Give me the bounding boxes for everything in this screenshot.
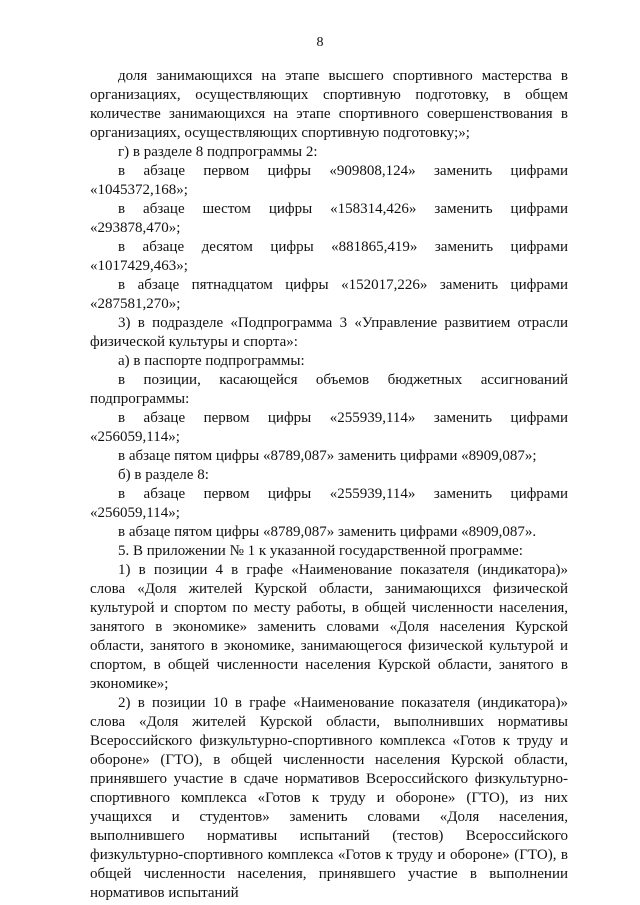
paragraph: 5. В приложении № 1 к указанной государственной программе: (118, 543, 523, 559)
paragraph: в абзаце первом цифры «909808,124» заменить цифрами «1045372,168»; (90, 163, 568, 198)
paragraph: в абзаце пятом цифры «8789,087» заменить цифрами «8909,087»; (118, 448, 537, 464)
document-body (90, 67, 568, 903)
paragraph: в абзаце первом цифры «255939,114» заменить цифрами «256059,114»; (90, 410, 568, 445)
paragraph: доля занимающихся на этапе высшего спортивного мастерства в организациях, осуществляющих спортивную подготовку, в общем количестве занимающихся на этапе спортивного совершенствования в организациях, осуществляющих спортивную подготовку;»; (90, 68, 568, 141)
paragraph: 3) в подразделе «Подпрограмма 3 «Управление развитием отрасли физической культуры и спорта»: (90, 315, 568, 350)
paragraph: в позиции, касающейся объемов бюджетных ассигнований подпрограммы: (90, 372, 568, 407)
paragraph: в абзаце пятом цифры «8789,087» заменить цифрами «8909,087». (118, 524, 537, 540)
paragraph: г) в разделе 8 подпрограммы 2: (118, 144, 318, 160)
paragraph: 1) в позиции 4 в графе «Наименование показателя (индикатора)» слова «Доля жителей Курской области, занимающихся физической культурой и спортом по месту работы, в общей численности населения, занятого в экономике» заменить словами «Доля населения Курской области, занятого в экономике, занимающегося физической культурой и спортом, в общей численности населения Курской области, занятого в экономике»; (90, 562, 568, 692)
paragraph: а) в паспорте подпрограммы: (118, 353, 305, 369)
page-number: 8 (316, 35, 324, 50)
paragraph: в абзаце десятом цифры «881865,419» заменить цифрами «1017429,463»; (90, 239, 568, 274)
paragraph: в абзаце шестом цифры «158314,426» заменить цифрами «293878,470»; (90, 201, 568, 236)
paragraph: в абзаце пятнадцатом цифры «152017,226» заменить цифрами «287581,270»; (90, 277, 568, 312)
paragraph: б) в разделе 8: (118, 467, 209, 483)
paragraph: в абзаце первом цифры «255939,114» заменить цифрами «256059,114»; (90, 486, 568, 521)
paragraph: 2) в позиции 10 в графе «Наименование показателя (индикатора)» слова «Доля жителей Курской области, выполнивших нормативы Всероссийского физкультурно-спортивного комплекса «Готов к труду и обороне» (ГТО), в общей численности населения Курской области, принявшего участие в сдаче нормативов Всероссийского физкультурно-спортивного комплекса «Готов к труду и обороне» (ГТО), из них учащихся и студентов» заменить словами «Доля населения, выполнившего нормативы испытаний (тестов) Всероссийского физкультурно-спортивного комплекса «Готов к труду и обороне» (ГТО), в общей численности населения, принявшего участие в выполнении нормативов испытаний (90, 695, 568, 901)
